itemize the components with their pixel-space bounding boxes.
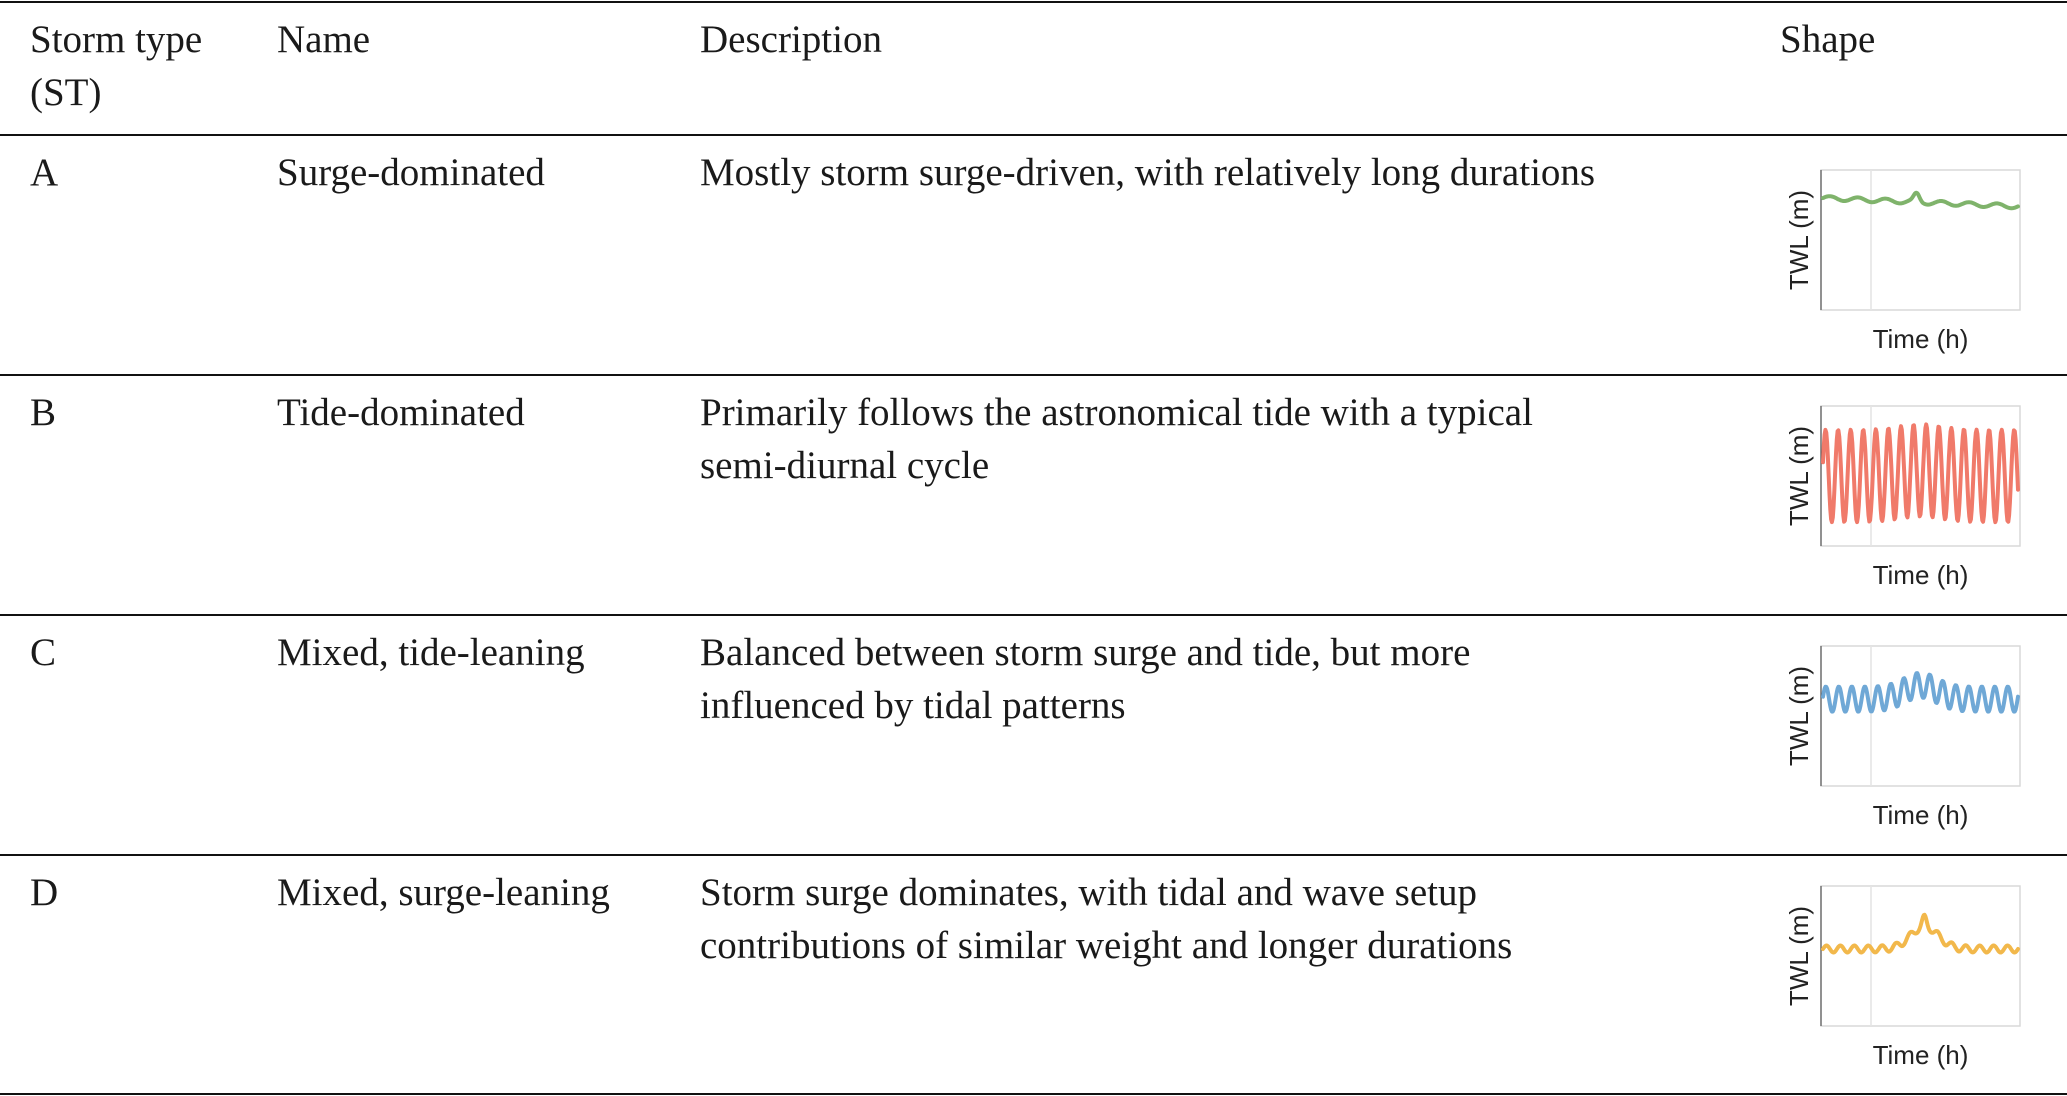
header-name: Name [277, 18, 371, 61]
header-shape: Shape [1780, 18, 1876, 61]
shape-plot-svg [1775, 160, 2025, 360]
row-a-shape-plot [1775, 160, 2025, 360]
shape-plot-svg [1775, 396, 2025, 596]
row-d-description: Storm surge dominates, with tidal and wave setup contributions of similar weight and longer durations [700, 871, 1513, 967]
row-d-shape-plot [1775, 876, 2025, 1076]
twl-series-line [1823, 424, 2018, 522]
x-axis-label: Time (h) [1872, 800, 1969, 830]
header-description: Description [700, 18, 882, 61]
header-storm-type: Storm type (ST) [30, 18, 203, 114]
row-a-storm-type: A [30, 151, 59, 194]
table-bottom-rule [0, 1093, 2067, 1095]
row-divider [0, 854, 2067, 856]
row-divider [0, 614, 2067, 616]
header-bottom-rule [0, 134, 2067, 136]
plot-frame [1821, 170, 2020, 310]
y-axis-label: TWL (m) [1784, 665, 1814, 767]
y-axis-label: TWL (m) [1784, 425, 1814, 527]
row-divider [0, 374, 2067, 376]
shape-plot-svg [1775, 876, 2025, 1076]
row-d-storm-type: D [30, 871, 59, 914]
row-c-shape-plot [1775, 636, 2025, 836]
table-top-rule [0, 1, 2067, 3]
shape-plot-svg [1775, 636, 2025, 836]
row-b-name: Tide-dominated [277, 391, 525, 434]
twl-series-line [1823, 193, 2018, 209]
twl-series-line [1823, 915, 2018, 953]
twl-series-line [1823, 673, 2018, 712]
row-c-description: Balanced between storm surge and tide, but more influenced by tidal patterns [700, 631, 1471, 727]
row-b-description: Primarily follows the astronomical tide with a typical semi-diurnal cycle [700, 391, 1533, 487]
x-axis-label: Time (h) [1872, 1040, 1969, 1070]
row-a-name: Surge-dominated [277, 151, 545, 194]
plot-frame [1821, 646, 2020, 786]
x-axis-label: Time (h) [1872, 324, 1969, 354]
row-c-storm-type: C [30, 631, 57, 674]
row-d-name: Mixed, surge-leaning [277, 871, 610, 914]
row-a-description: Mostly storm surge-driven, with relatively long durations [700, 151, 1596, 194]
x-axis-label: Time (h) [1872, 560, 1969, 590]
row-b-shape-plot [1775, 396, 2025, 596]
plot-frame [1821, 406, 2020, 546]
row-b-storm-type: B [30, 391, 57, 434]
y-axis-label: TWL (m) [1784, 905, 1814, 1007]
plot-frame [1821, 886, 2020, 1026]
y-axis-label: TWL (m) [1784, 189, 1814, 291]
row-c-name: Mixed, tide-leaning [277, 631, 585, 674]
